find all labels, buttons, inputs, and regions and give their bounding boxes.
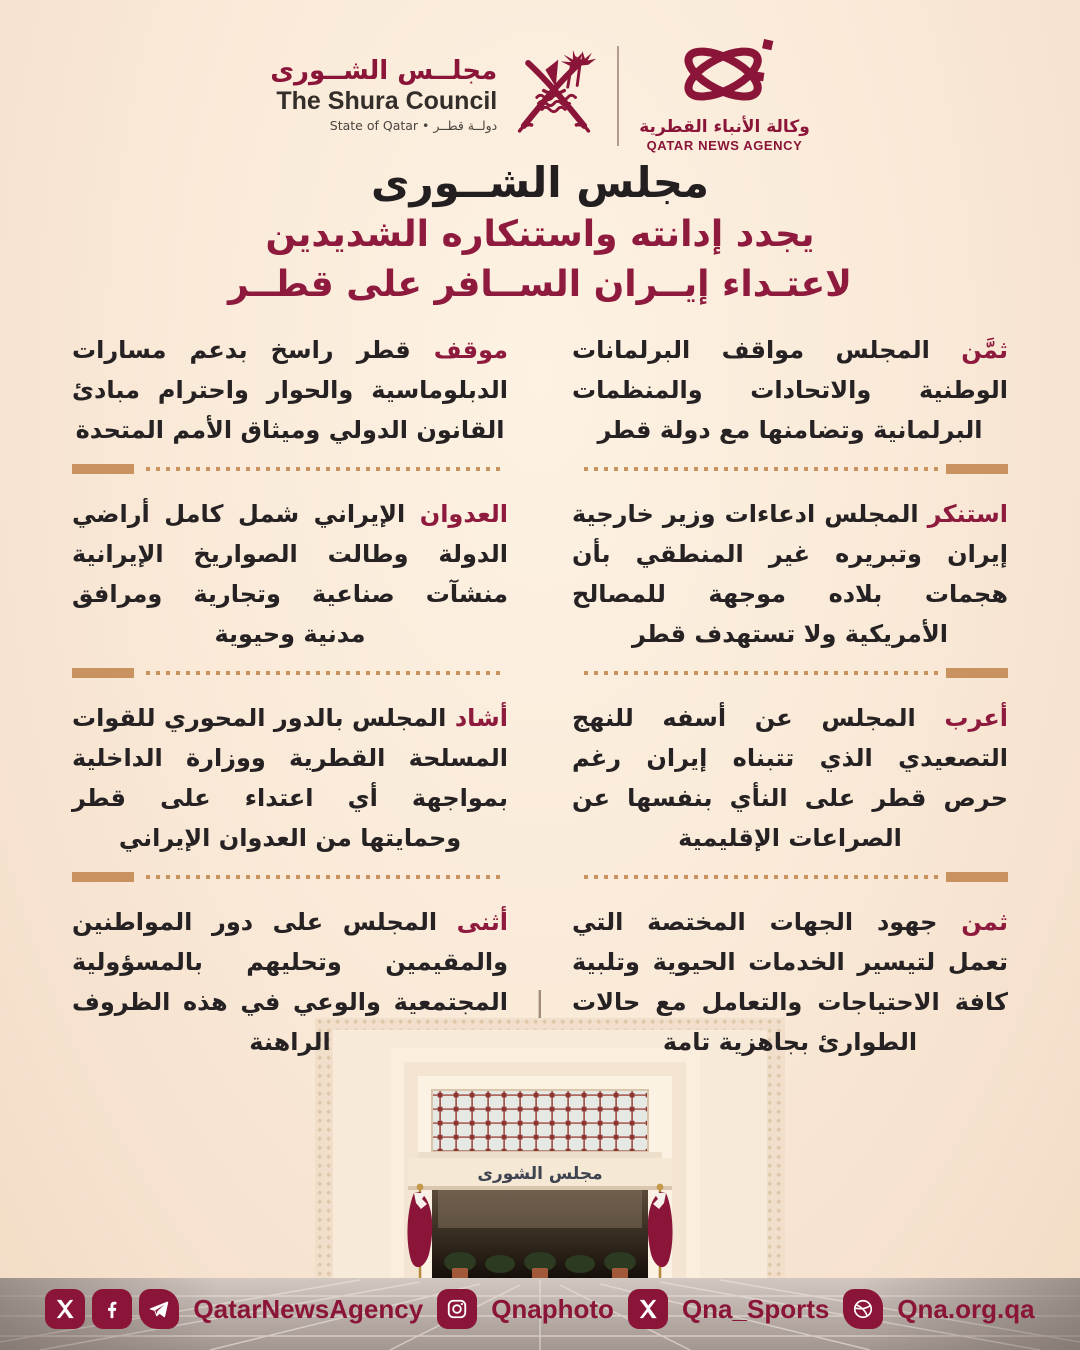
statement-lead: العدوان [419,500,508,528]
shura-name-arabic: مجلــس الشــورى [270,55,498,86]
qna-name-english: QATAR NEWS AGENCY [646,138,803,153]
shura-council-logo [270,42,597,150]
qatar-emblem-icon [511,42,597,150]
building-sign-text: مجلس الشورى [477,1164,603,1184]
section-divider [72,464,508,474]
instagram-icon[interactable] [437,1289,477,1329]
statement-body: المجلس على دور المواطنين والمقيمين وتحليهم بالمسؤولية المجتمعية والوعي في هذه الظروف الراهنة [72,908,508,1056]
x-icon[interactable] [628,1289,668,1329]
website-icon[interactable] [843,1289,883,1329]
statement-lead: ثمَّن [961,336,1008,364]
statement-body: جهود الجهات المختصة التي تعمل لتيسير الخدمات الحيوية وتلبية كافة الاحتياجات والتعامل مع حالات الطوارئ بجاهزية تامة [572,908,1008,1056]
logo-divider [617,46,619,146]
telegram-icon[interactable] [139,1289,179,1329]
statement-body: المجلس عن أسفه للنهج التصعيدي الذي تتبناه إيران رغم حرص قطر على النأي بنفسها عن الصراعات الإقليمية [572,704,1008,852]
section-divider [572,668,1008,678]
qna-name-arabic: وكالة الأنباء القطرية [639,117,810,137]
statements-left-column [72,330,508,1062]
statement [572,698,1008,858]
statement-body: قطر راسخ بدعم مسارات الدبلوماسية والحوار واحترام مبادئ القانون الدولي وميثاق الأمم المتحدة [72,336,508,444]
statement-lead: ثمن [961,908,1008,936]
statements-right-column [572,330,1008,1062]
header-logos [0,38,1080,153]
qna-logo [639,38,810,153]
shura-subtitle: دولــة قطــر • State of Qatar [329,117,498,133]
section-divider [572,464,1008,474]
title-line-2: يجدد إدانته واستنكاره الشديدين [265,214,815,255]
x-icon[interactable] [45,1289,85,1329]
statement [72,330,508,450]
footer-handle-qnasports[interactable]: Qna_Sports [681,1293,830,1324]
footer-social-bar [0,1289,1080,1329]
statement [72,698,508,858]
statement [72,494,508,654]
statement-lead: استنكر [927,500,1008,528]
shura-name-english: The Shura Council [276,86,498,115]
statement [572,494,1008,654]
main-title [0,156,1080,310]
statement-body: المجلس مواقف البرلمانات الوطنية والاتحادات والمنظمات البرلمانية وتضامنها مع دولة قطر [572,336,1008,444]
statement-lead: موقف [433,336,508,364]
statement [572,330,1008,450]
facebook-icon[interactable] [92,1289,132,1329]
statement-body: الإيراني شمل كامل أراضي الدولة وطالت الصواريخ الإيرانية منشآت صناعية وتجارية ومرافق مدنية وحيوية [72,500,508,648]
section-divider [72,668,508,678]
statement-lead: أثنى [456,908,508,936]
statement-lead: أعرب [944,704,1009,732]
statement-body: المجلس بالدور المحوري للقوات المسلحة القطرية ووزارة الداخلية بمواجهة أي اعتداء على قطر وحمايتها من العدوان الإيراني [72,704,508,852]
title-line-1: مجلس الشــورى [370,158,710,207]
footer-handle-website[interactable]: Qna.org.qa [897,1293,1035,1324]
footer-handle-qatarnewsagency[interactable]: QatarNewsAgency [193,1293,424,1324]
qna-mark-icon [667,38,783,116]
footer-handle-qnaphoto[interactable]: Qnaphoto [491,1293,614,1324]
title-line-3: لاعتـداء إيــران الســافر على قطــر [228,264,852,305]
statement [72,902,508,1062]
statement [572,902,1008,1062]
section-divider [72,872,508,882]
section-divider [572,872,1008,882]
statement-body: المجلس ادعاءات وزير خارجية إيران وتبريره غير المنطقي بأن هجمات بلاده موجهة للمصالح الأمريكية ولا تستهدف قطر [572,500,1008,648]
statement-lead: أشاد [454,704,508,732]
